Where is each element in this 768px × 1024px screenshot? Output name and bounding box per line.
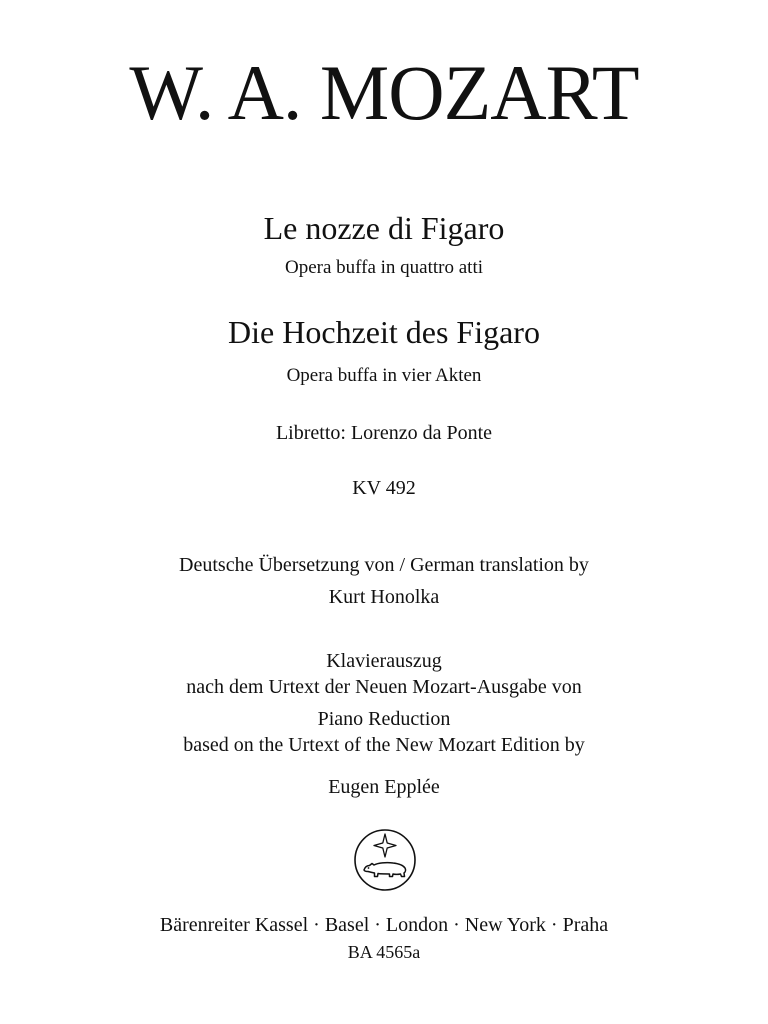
reduction-english-line2: based on the Urtext of the New Mozart Edition by — [183, 734, 585, 756]
catalogue-number: KV 492 — [352, 477, 416, 499]
subtitle-italian: Opera buffa in quattro atti — [284, 257, 484, 278]
title-german: Die Hochzeit des Figaro — [228, 314, 540, 350]
libretto-credit: Libretto: Lorenzo da Ponte — [275, 422, 493, 444]
publisher-imprint: Bärenreiter Kassel · Basel · London · New York · Praha — [159, 914, 609, 936]
title-italian: Le nozze di Figaro — [263, 210, 505, 246]
edition-number: BA 4565a — [347, 942, 421, 962]
arranger-name: Eugen Epplée — [328, 776, 440, 798]
reduction-german-line1: Klavierauszug — [326, 650, 442, 672]
composer-name: W. A. MOZART — [129, 49, 639, 136]
subtitle-german: Opera buffa in vier Akten — [286, 365, 482, 386]
translator-name: Kurt Honolka — [328, 586, 440, 608]
baerenreiter-bear-star-logo-icon — [353, 828, 417, 892]
reduction-german-line2: nach dem Urtext der Neuen Mozart-Ausgabe von — [186, 676, 582, 698]
translation-label: Deutsche Übersetzung von / German translation by — [179, 554, 589, 576]
reduction-english-line1: Piano Reduction — [317, 708, 451, 730]
